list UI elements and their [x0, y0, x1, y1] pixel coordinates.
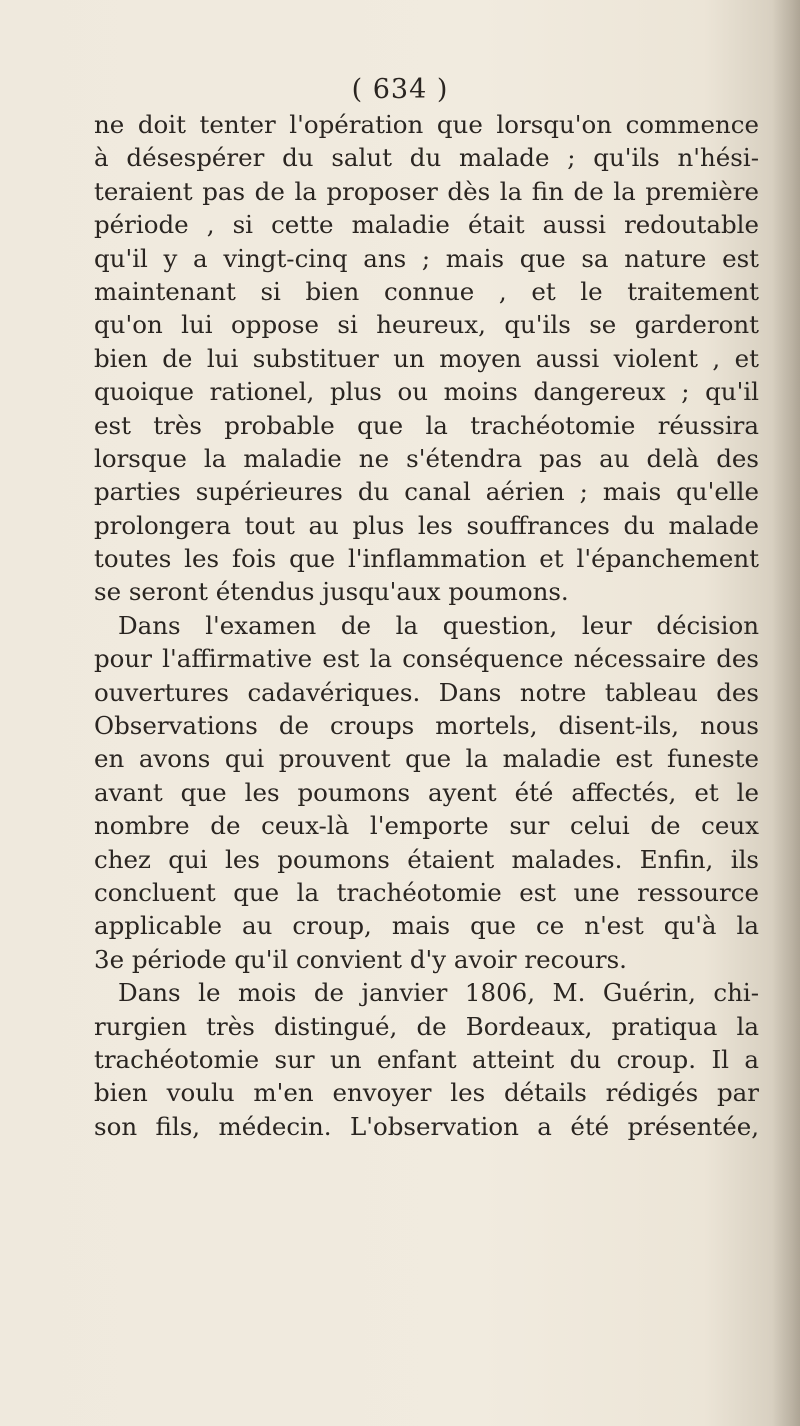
page-number-header: ( 634 )	[351, 74, 449, 105]
text-line: applicable au croup, mais que ce n'est qu'à la	[94, 911, 759, 941]
body-text	[94, 108, 759, 1143]
text-line: Observations de croups mortels, disent-ils, nous	[94, 711, 759, 741]
text-line: toutes les fois que l'inflammation et l'épanchement	[94, 544, 759, 574]
text-line: prolongera tout au plus les souffrances du malade	[94, 510, 759, 540]
text-line: lorsque la maladie ne s'étendra pas au delà des	[94, 443, 759, 473]
text-line: en avons qui prouvent que la maladie est funeste	[94, 744, 759, 774]
text-line: se seront étendus jusqu'aux poumons.	[94, 577, 569, 607]
text-line: avant que les poumons ayent été affectés, et le	[94, 777, 759, 807]
text-line: Dans le mois de janvier 1806, M. Guérin, chi-	[118, 978, 759, 1008]
text-line: 3e période qu'il convient d'y avoir recours.	[94, 944, 627, 974]
text-line: pour l'affirmative est la conséquence nécessaire des	[94, 644, 759, 674]
text-line: teraient pas de la proposer dès la fin de la première	[94, 176, 759, 206]
page-edge-shadow	[772, 0, 800, 1426]
text-line: bien voulu m'en envoyer les détails rédigés par	[94, 1078, 759, 1108]
text-line: qu'il y a vingt-cinq ans ; mais que sa nature est	[94, 243, 759, 273]
text-line: concluent que la trachéotomie est une ressource	[94, 877, 759, 907]
text-line: rurgien très distingué, de Bordeaux, pratiqua la	[94, 1011, 759, 1041]
text-line: est très probable que la trachéotomie réussira	[94, 410, 759, 440]
text-line: quoique rationel, plus ou moins dangereux ; qu'il	[94, 377, 759, 407]
text-line: nombre de ceux-là l'emporte sur celui de ceux	[94, 811, 759, 841]
text-line: son fils, médecin. L'observation a été présentée,	[94, 1111, 759, 1141]
text-line: période , si cette maladie était aussi redoutable	[94, 210, 759, 240]
text-line: bien de lui substituer un moyen aussi violent , et	[94, 343, 759, 373]
text-line: à désespérer du salut du malade ; qu'ils n'hési-	[94, 143, 759, 173]
text-line: ne doit tenter l'opération que lorsqu'on commence	[94, 110, 759, 139]
text-line: qu'on lui oppose si heureux, qu'ils se garderont	[94, 310, 759, 340]
text-line: parties supérieures du canal aérien ; mais qu'elle	[94, 477, 759, 507]
text-line: Dans l'examen de la question, leur décision	[118, 610, 759, 640]
text-line: maintenant si bien connue , et le traitement	[94, 276, 759, 306]
text-line: trachéotomie sur un enfant atteint du croup. Il a	[94, 1044, 759, 1074]
text-line: ouvertures cadavériques. Dans notre tableau des	[94, 677, 759, 707]
text-line: chez qui les poumons étaient malades. Enfin, ils	[94, 844, 759, 874]
